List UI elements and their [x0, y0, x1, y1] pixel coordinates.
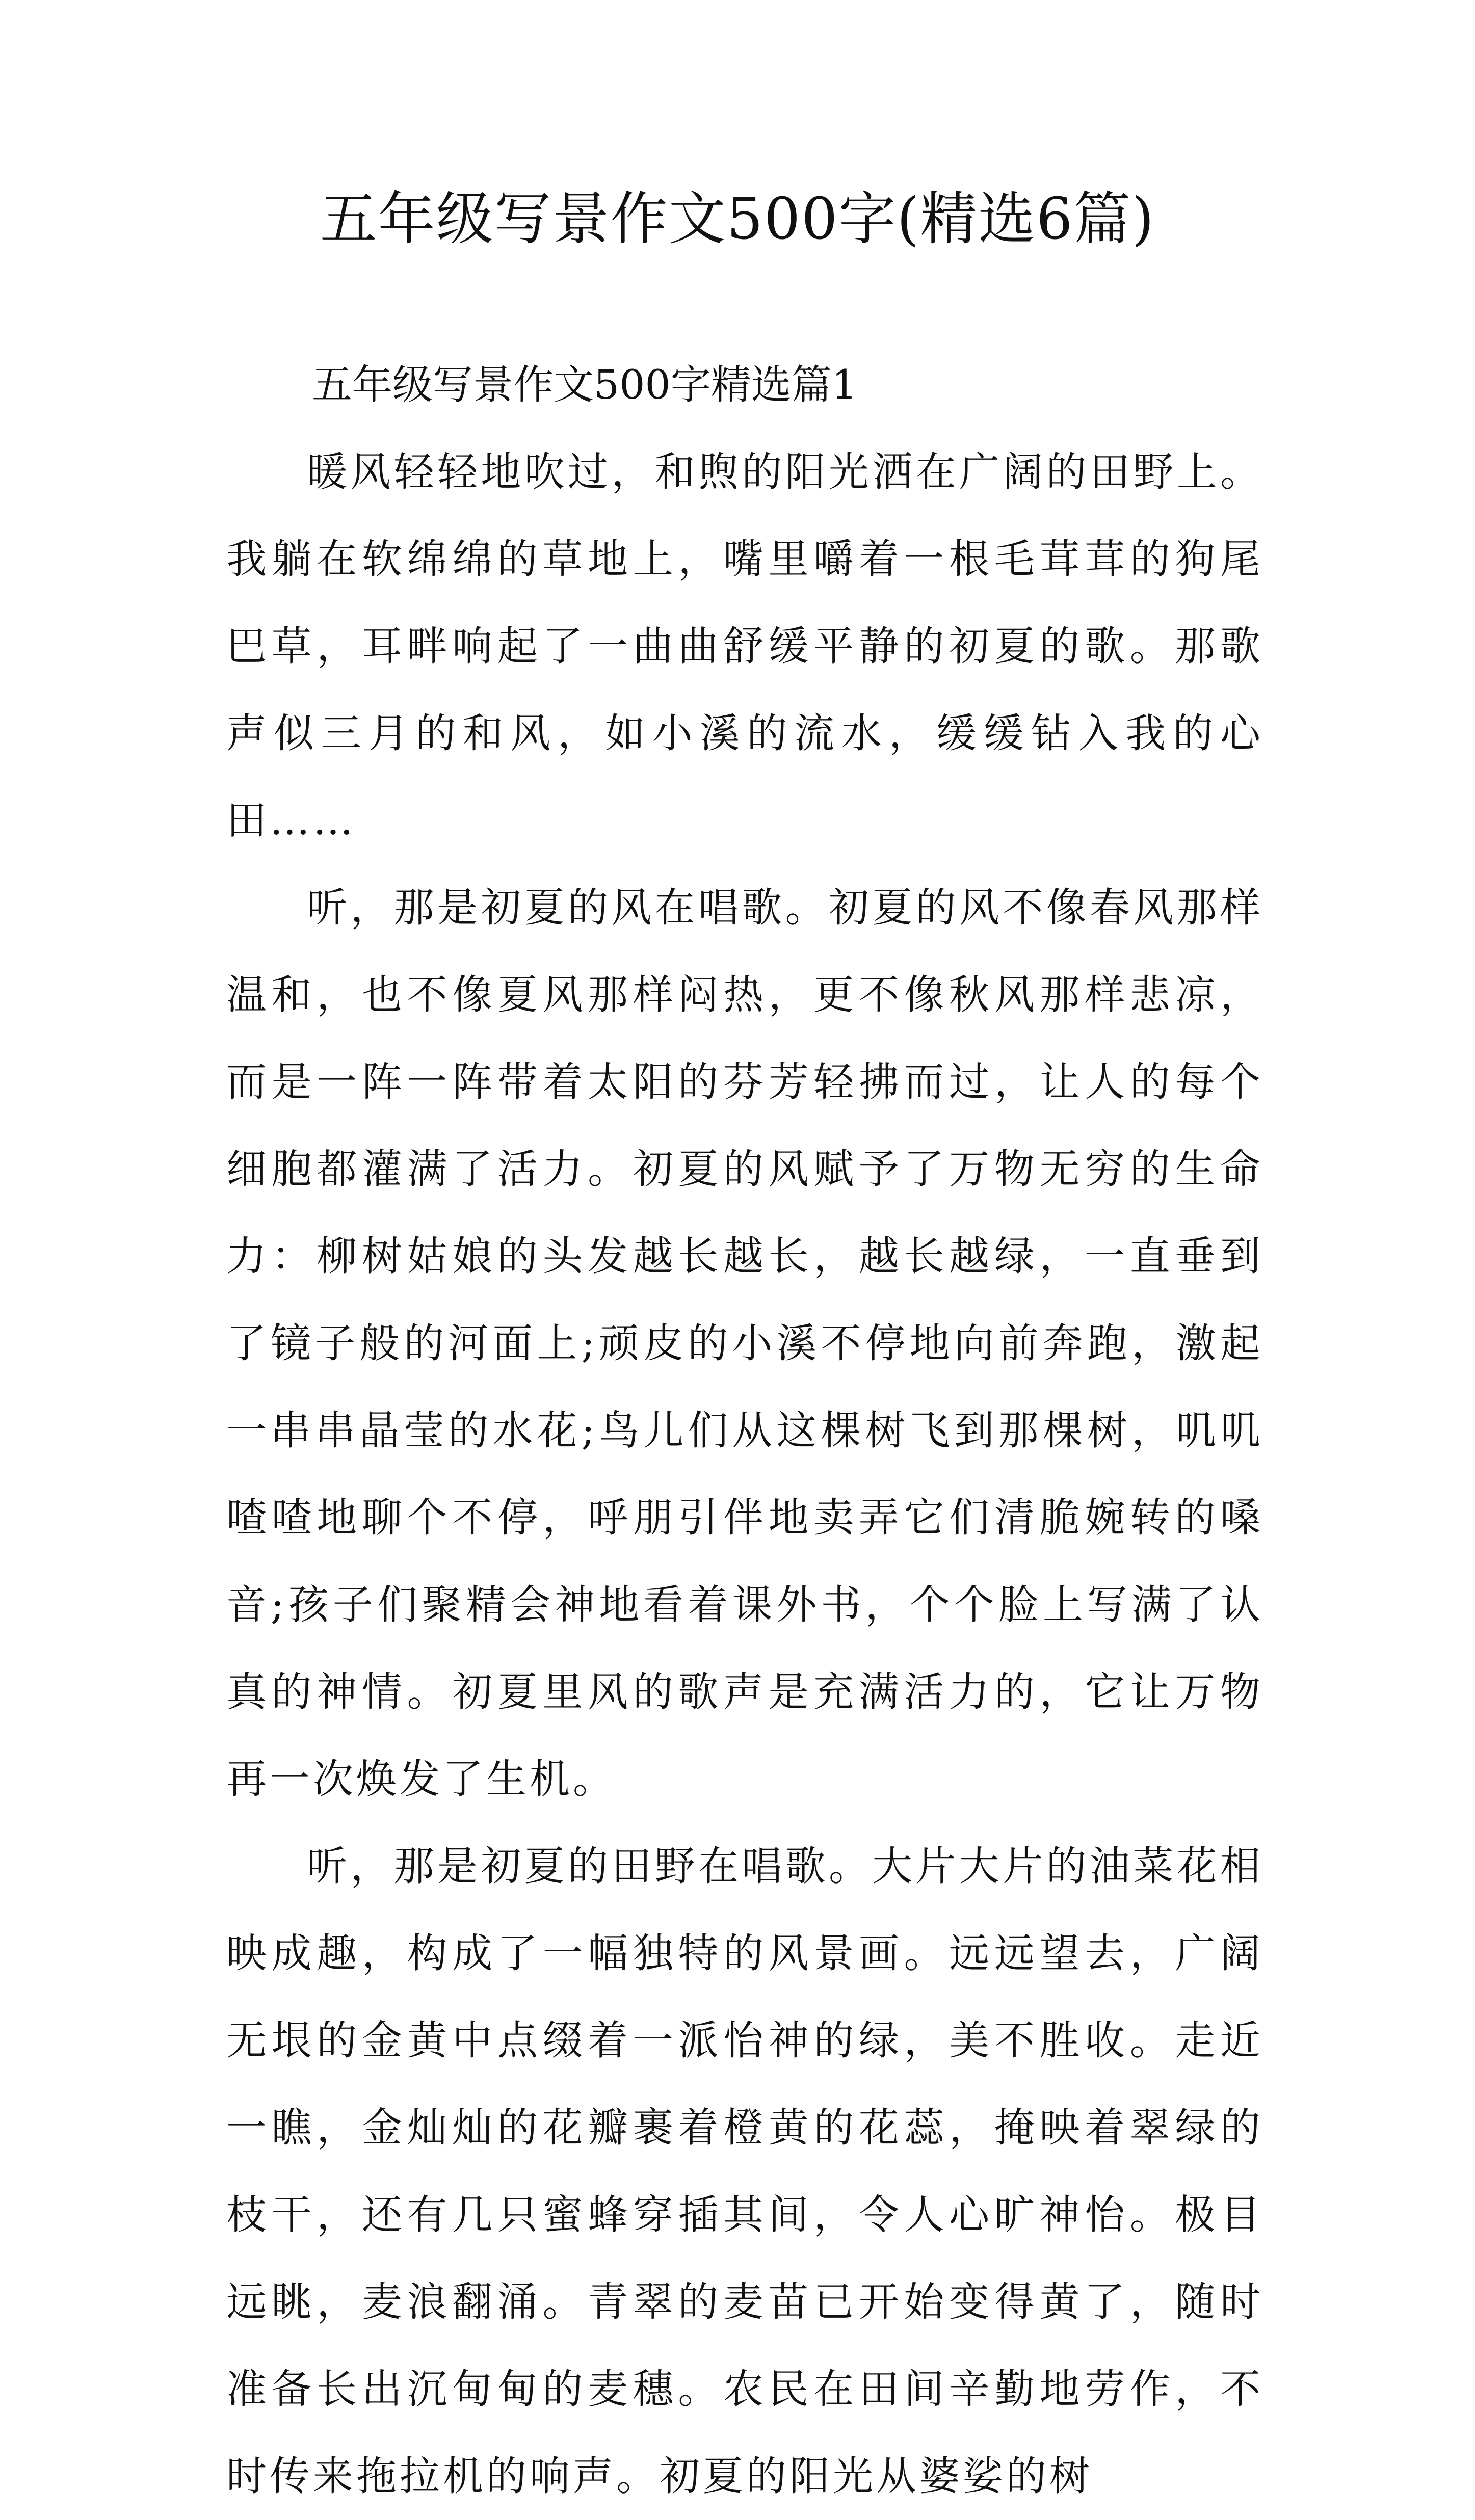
document-body: [226, 341, 1263, 2520]
paragraph-3: 听，那是初夏的田野在唱歌。大片大片的油菜花相映成趣，构成了一幅独特的风景画。远远望去，广阔无垠的金黄中点缀着一派怡神的绿，美不胜收。走近一瞧，金灿灿的花瓣裹着橙黄的花蕊，掩映着翠绿的枝干，还有几只蜜蜂穿插其间，令人心旷神怡。极目远眺，麦浪翻涌。青翠的麦苗已开始变得黄了，随时准备长出沉甸甸的麦穗。农民在田间辛勤地劳作，不时传来拖拉机的响声。初夏的阳光从婆娑的树: [226, 1843, 1263, 2500]
document-title: 五年级写景作文500字(精选6篇): [320, 186, 1155, 252]
paragraph-2: 听，那是初夏的风在唱歌。初夏的风不像春风那样温和，也不像夏风那样闷热，更不像秋风那样悲凉，而是一阵一阵带着太阳的芬芳轻拂而过，让人的每个细胞都灌满了活力。初夏的风赋予了万物无穷的生命力：柳树姑娘的头发越长越长，越长越绿，一直垂到了镜子般的河面上;顽皮的小溪不停地向前奔跑，激起一串串晶莹的水花;鸟儿们从这棵树飞到那棵树，叽叽喳喳地聊个不停，呼朋引伴地卖弄它们清脆婉转的嗓音;孩子们聚精会神地看着课外书，个个脸上写满了认真的神情。初夏里风的歌声是充满活力的，它让万物再一次焕发了生机。: [226, 884, 1263, 1802]
paragraph-1: 暖风轻轻地吹过，和煦的阳光洒在广阔的田野上。我躺在软绵绵的草地上，嘴里嚼着一根毛茸茸的狗尾巴草，耳畔响起了一曲曲舒缓平静的初夏的歌。那歌声似三月的和风，如小溪的流水，缓缓钻入我的心田……: [226, 448, 1263, 844]
section-heading: 五年级写景作文500字精选篇1: [312, 361, 858, 408]
